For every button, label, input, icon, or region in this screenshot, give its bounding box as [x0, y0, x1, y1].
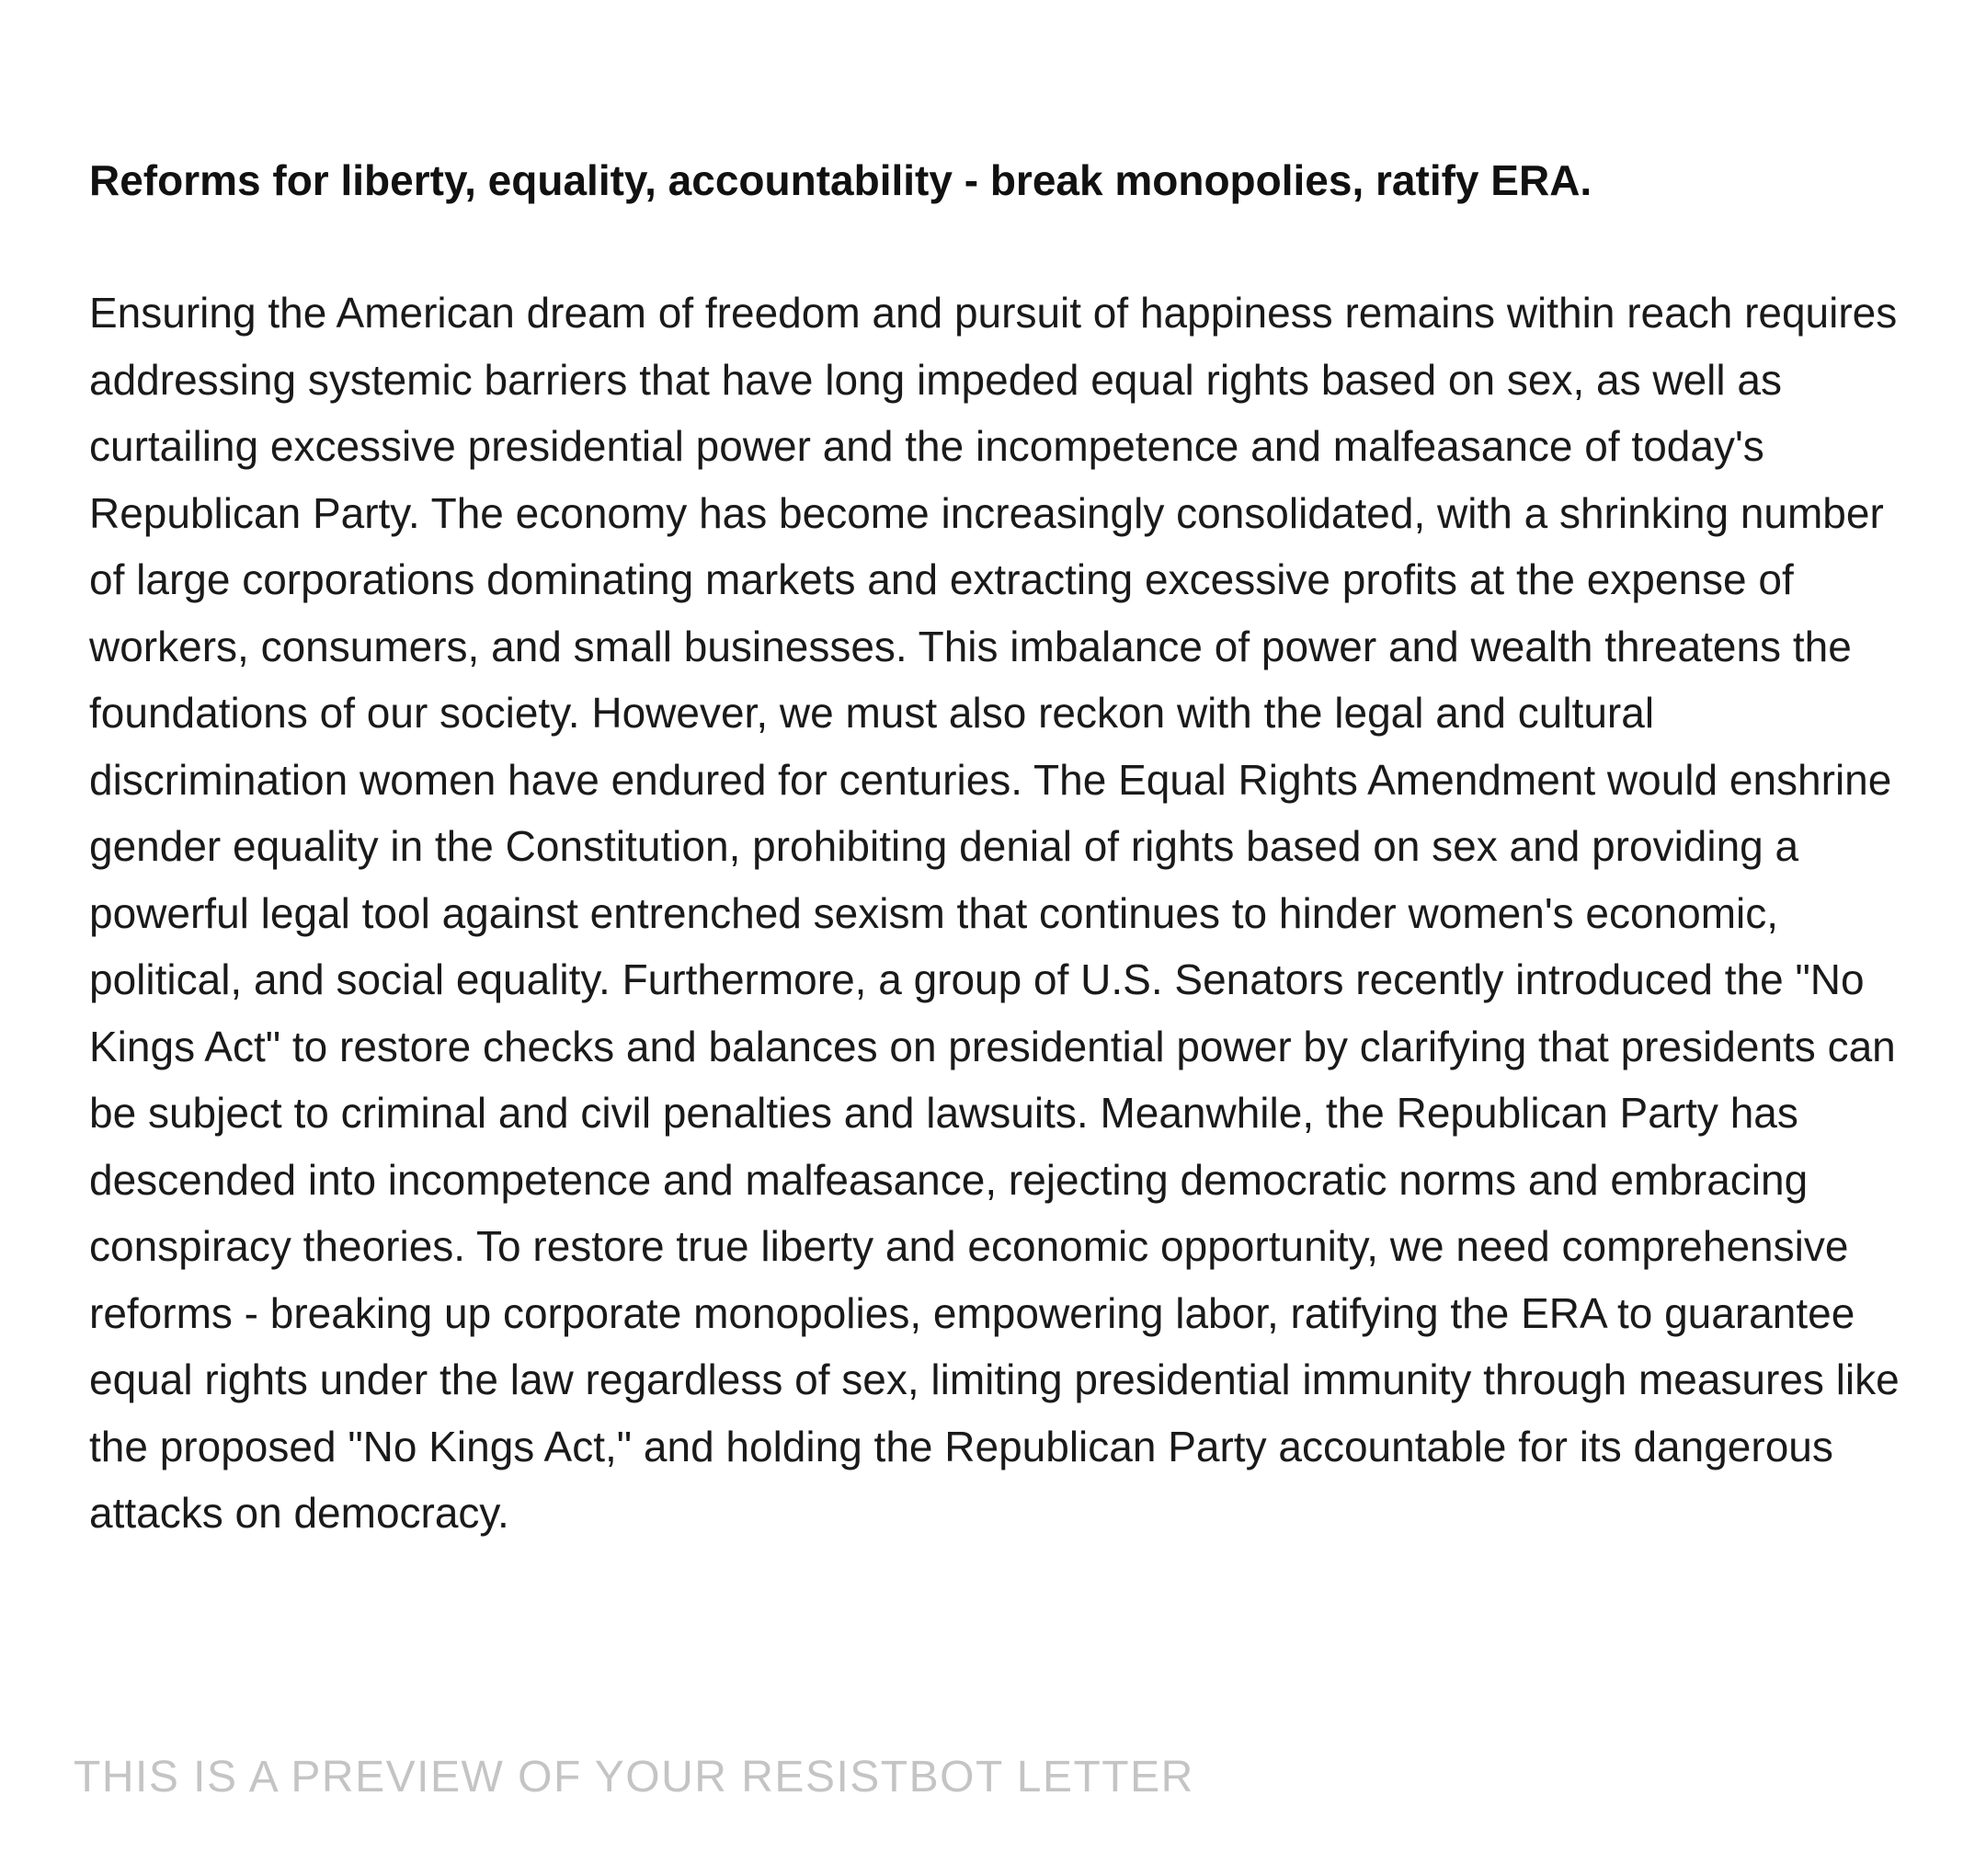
preview-banner: THIS IS A PREVIEW OF YOUR RESISTBOT LETTER: [74, 1753, 1194, 1802]
letter-content: [89, 153, 1923, 1547]
letter-subject: Reforms for liberty, equality, accountability - break monopolies, ratify ERA.: [89, 156, 1592, 204]
letter-body: Ensuring the American dream of freedom and pursuit of happiness remains within reach requires addressing systemic barriers that have long impeded equal rights based on sex, as well as curtailing excessive presidential power and the incompetence and malfeasance of today's Republican Party. The economy has become increasingly consolidated, with a shrinking number of large corporations dominating markets and extracting excessive profits at the expense of workers, consumers, and small businesses. This imbalance of power and wealth threatens the foundations of our society. However, we must also reckon with the legal and cultural discrimination women have endured for centuries. The Equal Rights Amendment would enshrine gender equality in the Constitution, prohibiting denial of rights based on sex and providing a powerful legal tool against entrenched sexism that continues to hinder women's economic, political, and social equality. Furthermore, a group of U.S. Senators recently introduced the "No Kings Act" to restore checks and balances on presidential power by clarifying that presidents can be subject to criminal and civil penalties and lawsuits. Meanwhile, the Republican Party has descended into incompetence and malfeasance, rejecting democratic norms and embracing conspiracy theories. To restore true liberty and economic opportunity, we need comprehensive reforms - breaking up corporate monopolies, empowering labor, ratifying the ERA to guarantee equal rights under the law regardless of sex, limiting presidential immunity through measures like the proposed "No Kings Act," and holding the Republican Party accountable for its dangerous attacks on democracy.: [89, 289, 1900, 1537]
